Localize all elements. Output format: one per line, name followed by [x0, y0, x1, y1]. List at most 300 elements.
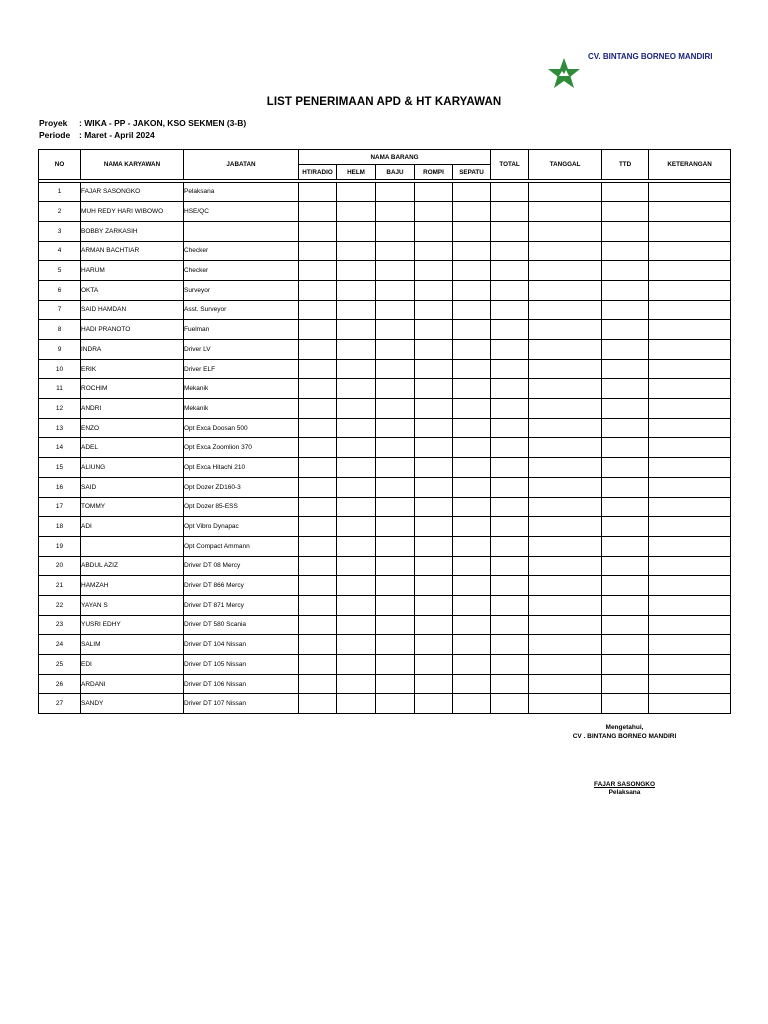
cell-baju [376, 202, 415, 222]
table-row [39, 340, 731, 360]
cell-baju [376, 595, 415, 615]
cell-keterangan [649, 280, 731, 300]
cell-rompi [415, 497, 453, 517]
signatory-position: Pelaksana [608, 789, 641, 796]
cell-total [491, 438, 529, 458]
row-no: 5 [39, 261, 81, 281]
cell-ht-radio [299, 340, 337, 360]
periode-label: Periode [39, 130, 71, 140]
row-nama: HADI PRANOTO [81, 320, 184, 340]
cell-ht-radio [299, 418, 337, 438]
cell-helm [337, 477, 376, 497]
row-nama [81, 536, 184, 556]
cell-total [491, 221, 529, 241]
col-header-no: NO [39, 150, 81, 180]
cell-keterangan [649, 359, 731, 379]
cell-total [491, 477, 529, 497]
cell-sepatu [453, 536, 491, 556]
row-no: 26 [39, 674, 81, 694]
row-no: 10 [39, 359, 81, 379]
cell-ttd [602, 595, 649, 615]
cell-helm [337, 576, 376, 596]
row-no: 25 [39, 655, 81, 675]
table-row [39, 635, 731, 655]
signatory-name: FAJAR SASONGKO [593, 781, 656, 788]
row-no: 1 [39, 182, 81, 202]
cell-rompi [415, 556, 453, 576]
cell-keterangan [649, 261, 731, 281]
proyek-value: : WIKA - PP - JAKON, KSO SEKMEN (3-B) [79, 118, 247, 128]
cell-ttd [602, 379, 649, 399]
row-no: 11 [39, 379, 81, 399]
cell-total [491, 182, 529, 202]
row-no: 22 [39, 595, 81, 615]
cell-sepatu [453, 674, 491, 694]
cell-total [491, 595, 529, 615]
cell-tanggal [529, 418, 602, 438]
row-jabatan: Driver DT 104 Nissan [184, 635, 299, 655]
cell-rompi [415, 379, 453, 399]
cell-total [491, 340, 529, 360]
row-jabatan: Mekanik [184, 399, 299, 419]
cell-ttd [602, 241, 649, 261]
cell-total [491, 399, 529, 419]
row-jabatan: Opt Exca Doosan 500 [184, 418, 299, 438]
row-nama: HAMZAH [81, 576, 184, 596]
table-row [39, 320, 731, 340]
cell-sepatu [453, 497, 491, 517]
row-nama: ADI [81, 517, 184, 537]
cell-ht-radio [299, 517, 337, 537]
table-row [39, 595, 731, 615]
col-header-ht-radio: HT/RADIO [299, 165, 337, 180]
row-no: 23 [39, 615, 81, 635]
cell-keterangan [649, 418, 731, 438]
row-no: 2 [39, 202, 81, 222]
cell-baju [376, 379, 415, 399]
project-line [39, 118, 246, 128]
row-jabatan: Checker [184, 241, 299, 261]
cell-helm [337, 556, 376, 576]
cell-tanggal [529, 576, 602, 596]
row-jabatan: Opt Vibro Dynapac [184, 517, 299, 537]
cell-rompi [415, 655, 453, 675]
row-nama: ENZO [81, 418, 184, 438]
cell-sepatu [453, 221, 491, 241]
row-nama: ARMAN BACHTIAR [81, 241, 184, 261]
row-nama: BOBBY ZARKASIH [81, 221, 184, 241]
cell-tanggal [529, 300, 602, 320]
cell-tanggal [529, 221, 602, 241]
cell-sepatu [453, 399, 491, 419]
cell-baju [376, 674, 415, 694]
cell-keterangan [649, 399, 731, 419]
cell-tanggal [529, 458, 602, 478]
row-jabatan: Opt Dozer 85-ESS [184, 497, 299, 517]
table-row [39, 359, 731, 379]
cell-sepatu [453, 261, 491, 281]
cell-tanggal [529, 497, 602, 517]
cell-baju [376, 615, 415, 635]
cell-tanggal [529, 655, 602, 675]
cell-ht-radio [299, 241, 337, 261]
cell-ttd [602, 517, 649, 537]
cell-baju [376, 300, 415, 320]
cell-tanggal [529, 202, 602, 222]
cell-sepatu [453, 202, 491, 222]
cell-keterangan [649, 477, 731, 497]
cell-ht-radio [299, 595, 337, 615]
row-jabatan: Mekanik [184, 379, 299, 399]
cell-sepatu [453, 655, 491, 675]
row-no: 7 [39, 300, 81, 320]
table-row [39, 300, 731, 320]
table-row [39, 280, 731, 300]
table-row [39, 241, 731, 261]
cell-baju [376, 399, 415, 419]
cell-total [491, 674, 529, 694]
cell-sepatu [453, 320, 491, 340]
cell-tanggal [529, 379, 602, 399]
cell-ht-radio [299, 497, 337, 517]
cell-sepatu [453, 477, 491, 497]
row-no: 3 [39, 221, 81, 241]
col-header-ttd: TTD [602, 150, 649, 180]
cell-tanggal [529, 694, 602, 714]
cell-ttd [602, 399, 649, 419]
cell-keterangan [649, 221, 731, 241]
cell-tanggal [529, 280, 602, 300]
cell-sepatu [453, 517, 491, 537]
cell-keterangan [649, 340, 731, 360]
cell-sepatu [453, 280, 491, 300]
row-no: 24 [39, 635, 81, 655]
cell-sepatu [453, 340, 491, 360]
cell-helm [337, 497, 376, 517]
row-jabatan: Opt Exca Zoomlion 370 [184, 438, 299, 458]
cell-ttd [602, 359, 649, 379]
table-row [39, 694, 731, 714]
cell-sepatu [453, 635, 491, 655]
cell-ht-radio [299, 458, 337, 478]
cell-ht-radio [299, 379, 337, 399]
cell-keterangan [649, 438, 731, 458]
cell-helm [337, 379, 376, 399]
cell-total [491, 359, 529, 379]
table-row [39, 576, 731, 596]
cell-helm [337, 655, 376, 675]
cell-baju [376, 182, 415, 202]
cell-sepatu [453, 359, 491, 379]
row-no: 14 [39, 438, 81, 458]
cell-total [491, 576, 529, 596]
cell-total [491, 615, 529, 635]
cell-keterangan [649, 674, 731, 694]
cell-ht-radio [299, 615, 337, 635]
cell-helm [337, 399, 376, 419]
row-no: 12 [39, 399, 81, 419]
cell-rompi [415, 280, 453, 300]
row-nama: ABDUL AZIZ [81, 556, 184, 576]
cell-ttd [602, 202, 649, 222]
cell-rompi [415, 536, 453, 556]
row-nama: YAYAN S [81, 595, 184, 615]
cell-helm [337, 418, 376, 438]
cell-ttd [602, 438, 649, 458]
cell-helm [337, 221, 376, 241]
row-nama: ERIK [81, 359, 184, 379]
cell-helm [337, 458, 376, 478]
col-header-sepatu: SEPATU [453, 165, 491, 180]
cell-rompi [415, 300, 453, 320]
cell-total [491, 458, 529, 478]
cell-helm [337, 182, 376, 202]
cell-sepatu [453, 615, 491, 635]
cell-keterangan [649, 517, 731, 537]
row-jabatan: Driver DT 107 Nissan [184, 694, 299, 714]
cell-rompi [415, 221, 453, 241]
cell-sepatu [453, 458, 491, 478]
proyek-label: Proyek [39, 118, 68, 128]
cell-baju [376, 536, 415, 556]
mengetahui-label: Mengetahui, [605, 724, 644, 731]
cell-helm [337, 300, 376, 320]
document-title: LIST PENERIMAAN APD & HT KARYAWAN [266, 96, 502, 108]
row-no: 9 [39, 340, 81, 360]
col-header-nama-barang: NAMA BARANG [299, 150, 491, 165]
row-jabatan: Pelaksana [184, 182, 299, 202]
row-nama: SANDY [81, 694, 184, 714]
cell-baju [376, 221, 415, 241]
cell-baju [376, 320, 415, 340]
cell-tanggal [529, 241, 602, 261]
cell-sepatu [453, 241, 491, 261]
table-row [39, 615, 731, 635]
cell-ttd [602, 497, 649, 517]
cell-ttd [602, 694, 649, 714]
cell-ttd [602, 340, 649, 360]
cell-tanggal [529, 261, 602, 281]
cell-keterangan [649, 635, 731, 655]
cell-keterangan [649, 497, 731, 517]
row-no: 15 [39, 458, 81, 478]
col-header-nama: NAMA KARYAWAN [81, 150, 184, 180]
cell-ht-radio [299, 359, 337, 379]
cell-helm [337, 280, 376, 300]
row-no: 20 [39, 556, 81, 576]
row-nama: TOMMY [81, 497, 184, 517]
cell-ht-radio [299, 694, 337, 714]
row-nama: MUH REDY HARI WIBOWO [81, 202, 184, 222]
period-line [39, 130, 155, 140]
cell-keterangan [649, 458, 731, 478]
cell-baju [376, 517, 415, 537]
cell-sepatu [453, 556, 491, 576]
cell-tanggal [529, 399, 602, 419]
row-jabatan: Driver DT 580 Scania [184, 615, 299, 635]
cell-tanggal [529, 477, 602, 497]
cell-total [491, 517, 529, 537]
cell-ht-radio [299, 280, 337, 300]
col-header-total: TOTAL [491, 150, 529, 180]
cell-baju [376, 241, 415, 261]
cell-total [491, 202, 529, 222]
cell-tanggal [529, 674, 602, 694]
cell-keterangan [649, 694, 731, 714]
row-nama: FAJAR SASONGKO [81, 182, 184, 202]
cell-ht-radio [299, 576, 337, 596]
table-row [39, 477, 731, 497]
row-jabatan: Driver DT 08 Mercy [184, 556, 299, 576]
row-nama: ARDANI [81, 674, 184, 694]
row-no: 21 [39, 576, 81, 596]
cell-sepatu [453, 182, 491, 202]
cell-tanggal [529, 615, 602, 635]
company-name: CV. BINTANG BORNEO MANDIRI [588, 52, 713, 61]
cell-total [491, 320, 529, 340]
table-row [39, 182, 731, 202]
cell-rompi [415, 595, 453, 615]
cell-tanggal [529, 359, 602, 379]
table-row [39, 418, 731, 438]
cell-helm [337, 241, 376, 261]
cell-rompi [415, 517, 453, 537]
col-header-baju: BAJU [376, 165, 415, 180]
cell-total [491, 261, 529, 281]
cell-tanggal [529, 536, 602, 556]
cell-baju [376, 635, 415, 655]
cell-rompi [415, 182, 453, 202]
col-header-helm: HELM [337, 165, 376, 180]
cell-helm [337, 438, 376, 458]
cell-ttd [602, 320, 649, 340]
cell-sepatu [453, 694, 491, 714]
cell-helm [337, 359, 376, 379]
table-row [39, 655, 731, 675]
cell-baju [376, 576, 415, 596]
cell-ttd [602, 615, 649, 635]
row-nama: INDRA [81, 340, 184, 360]
col-header-tanggal: TANGGAL [529, 150, 602, 180]
cell-baju [376, 340, 415, 360]
cell-ttd [602, 418, 649, 438]
cell-total [491, 280, 529, 300]
row-nama: ADEL [81, 438, 184, 458]
cell-baju [376, 694, 415, 714]
cell-total [491, 556, 529, 576]
cell-total [491, 379, 529, 399]
cell-ht-radio [299, 300, 337, 320]
cell-rompi [415, 477, 453, 497]
row-no: 19 [39, 536, 81, 556]
cell-tanggal [529, 340, 602, 360]
table-row [39, 202, 731, 222]
cell-rompi [415, 399, 453, 419]
cell-baju [376, 359, 415, 379]
cell-sepatu [453, 300, 491, 320]
cell-tanggal [529, 182, 602, 202]
cell-ttd [602, 536, 649, 556]
cell-ht-radio [299, 320, 337, 340]
cell-tanggal [529, 517, 602, 537]
cell-sepatu [453, 379, 491, 399]
row-jabatan: Asst. Surveyor [184, 300, 299, 320]
cell-ht-radio [299, 438, 337, 458]
table-row [39, 517, 731, 537]
table-row [39, 221, 731, 241]
cell-rompi [415, 418, 453, 438]
cell-ht-radio [299, 399, 337, 419]
cell-helm [337, 674, 376, 694]
row-nama: YUSRI EDHY [81, 615, 184, 635]
row-jabatan: Opt Compact Ammann [184, 536, 299, 556]
cell-baju [376, 280, 415, 300]
cell-ht-radio [299, 202, 337, 222]
cell-ttd [602, 261, 649, 281]
row-no: 18 [39, 517, 81, 537]
cell-baju [376, 477, 415, 497]
table-row [39, 261, 731, 281]
cell-total [491, 418, 529, 438]
row-nama: ROCHIM [81, 379, 184, 399]
cell-rompi [415, 615, 453, 635]
cell-ttd [602, 458, 649, 478]
table-row [39, 674, 731, 694]
cell-keterangan [649, 595, 731, 615]
row-nama: EDI [81, 655, 184, 675]
row-nama: ANDRI [81, 399, 184, 419]
cell-tanggal [529, 635, 602, 655]
cell-keterangan [649, 182, 731, 202]
cell-keterangan [649, 576, 731, 596]
cell-helm [337, 261, 376, 281]
cell-helm [337, 635, 376, 655]
cell-ttd [602, 221, 649, 241]
cell-sepatu [453, 418, 491, 438]
cell-ht-radio [299, 635, 337, 655]
table-row [39, 399, 731, 419]
row-nama: ALIUNG [81, 458, 184, 478]
cell-rompi [415, 241, 453, 261]
cell-ht-radio [299, 477, 337, 497]
row-jabatan [184, 221, 299, 241]
row-no: 6 [39, 280, 81, 300]
cell-tanggal [529, 438, 602, 458]
cell-ttd [602, 556, 649, 576]
cell-rompi [415, 674, 453, 694]
row-no: 4 [39, 241, 81, 261]
cell-ht-radio [299, 674, 337, 694]
cell-helm [337, 202, 376, 222]
cell-tanggal [529, 556, 602, 576]
cell-ttd [602, 674, 649, 694]
cell-keterangan [649, 556, 731, 576]
row-no: 17 [39, 497, 81, 517]
table-row [39, 438, 731, 458]
cell-baju [376, 438, 415, 458]
row-no: 13 [39, 418, 81, 438]
cell-rompi [415, 340, 453, 360]
cell-helm [337, 615, 376, 635]
cell-total [491, 694, 529, 714]
cell-helm [337, 595, 376, 615]
cell-total [491, 655, 529, 675]
cell-rompi [415, 261, 453, 281]
row-jabatan: Driver ELF [184, 359, 299, 379]
signature-company: CV . BINTANG BORNEO MANDIRI [572, 733, 677, 740]
cell-keterangan [649, 241, 731, 261]
cell-rompi [415, 576, 453, 596]
